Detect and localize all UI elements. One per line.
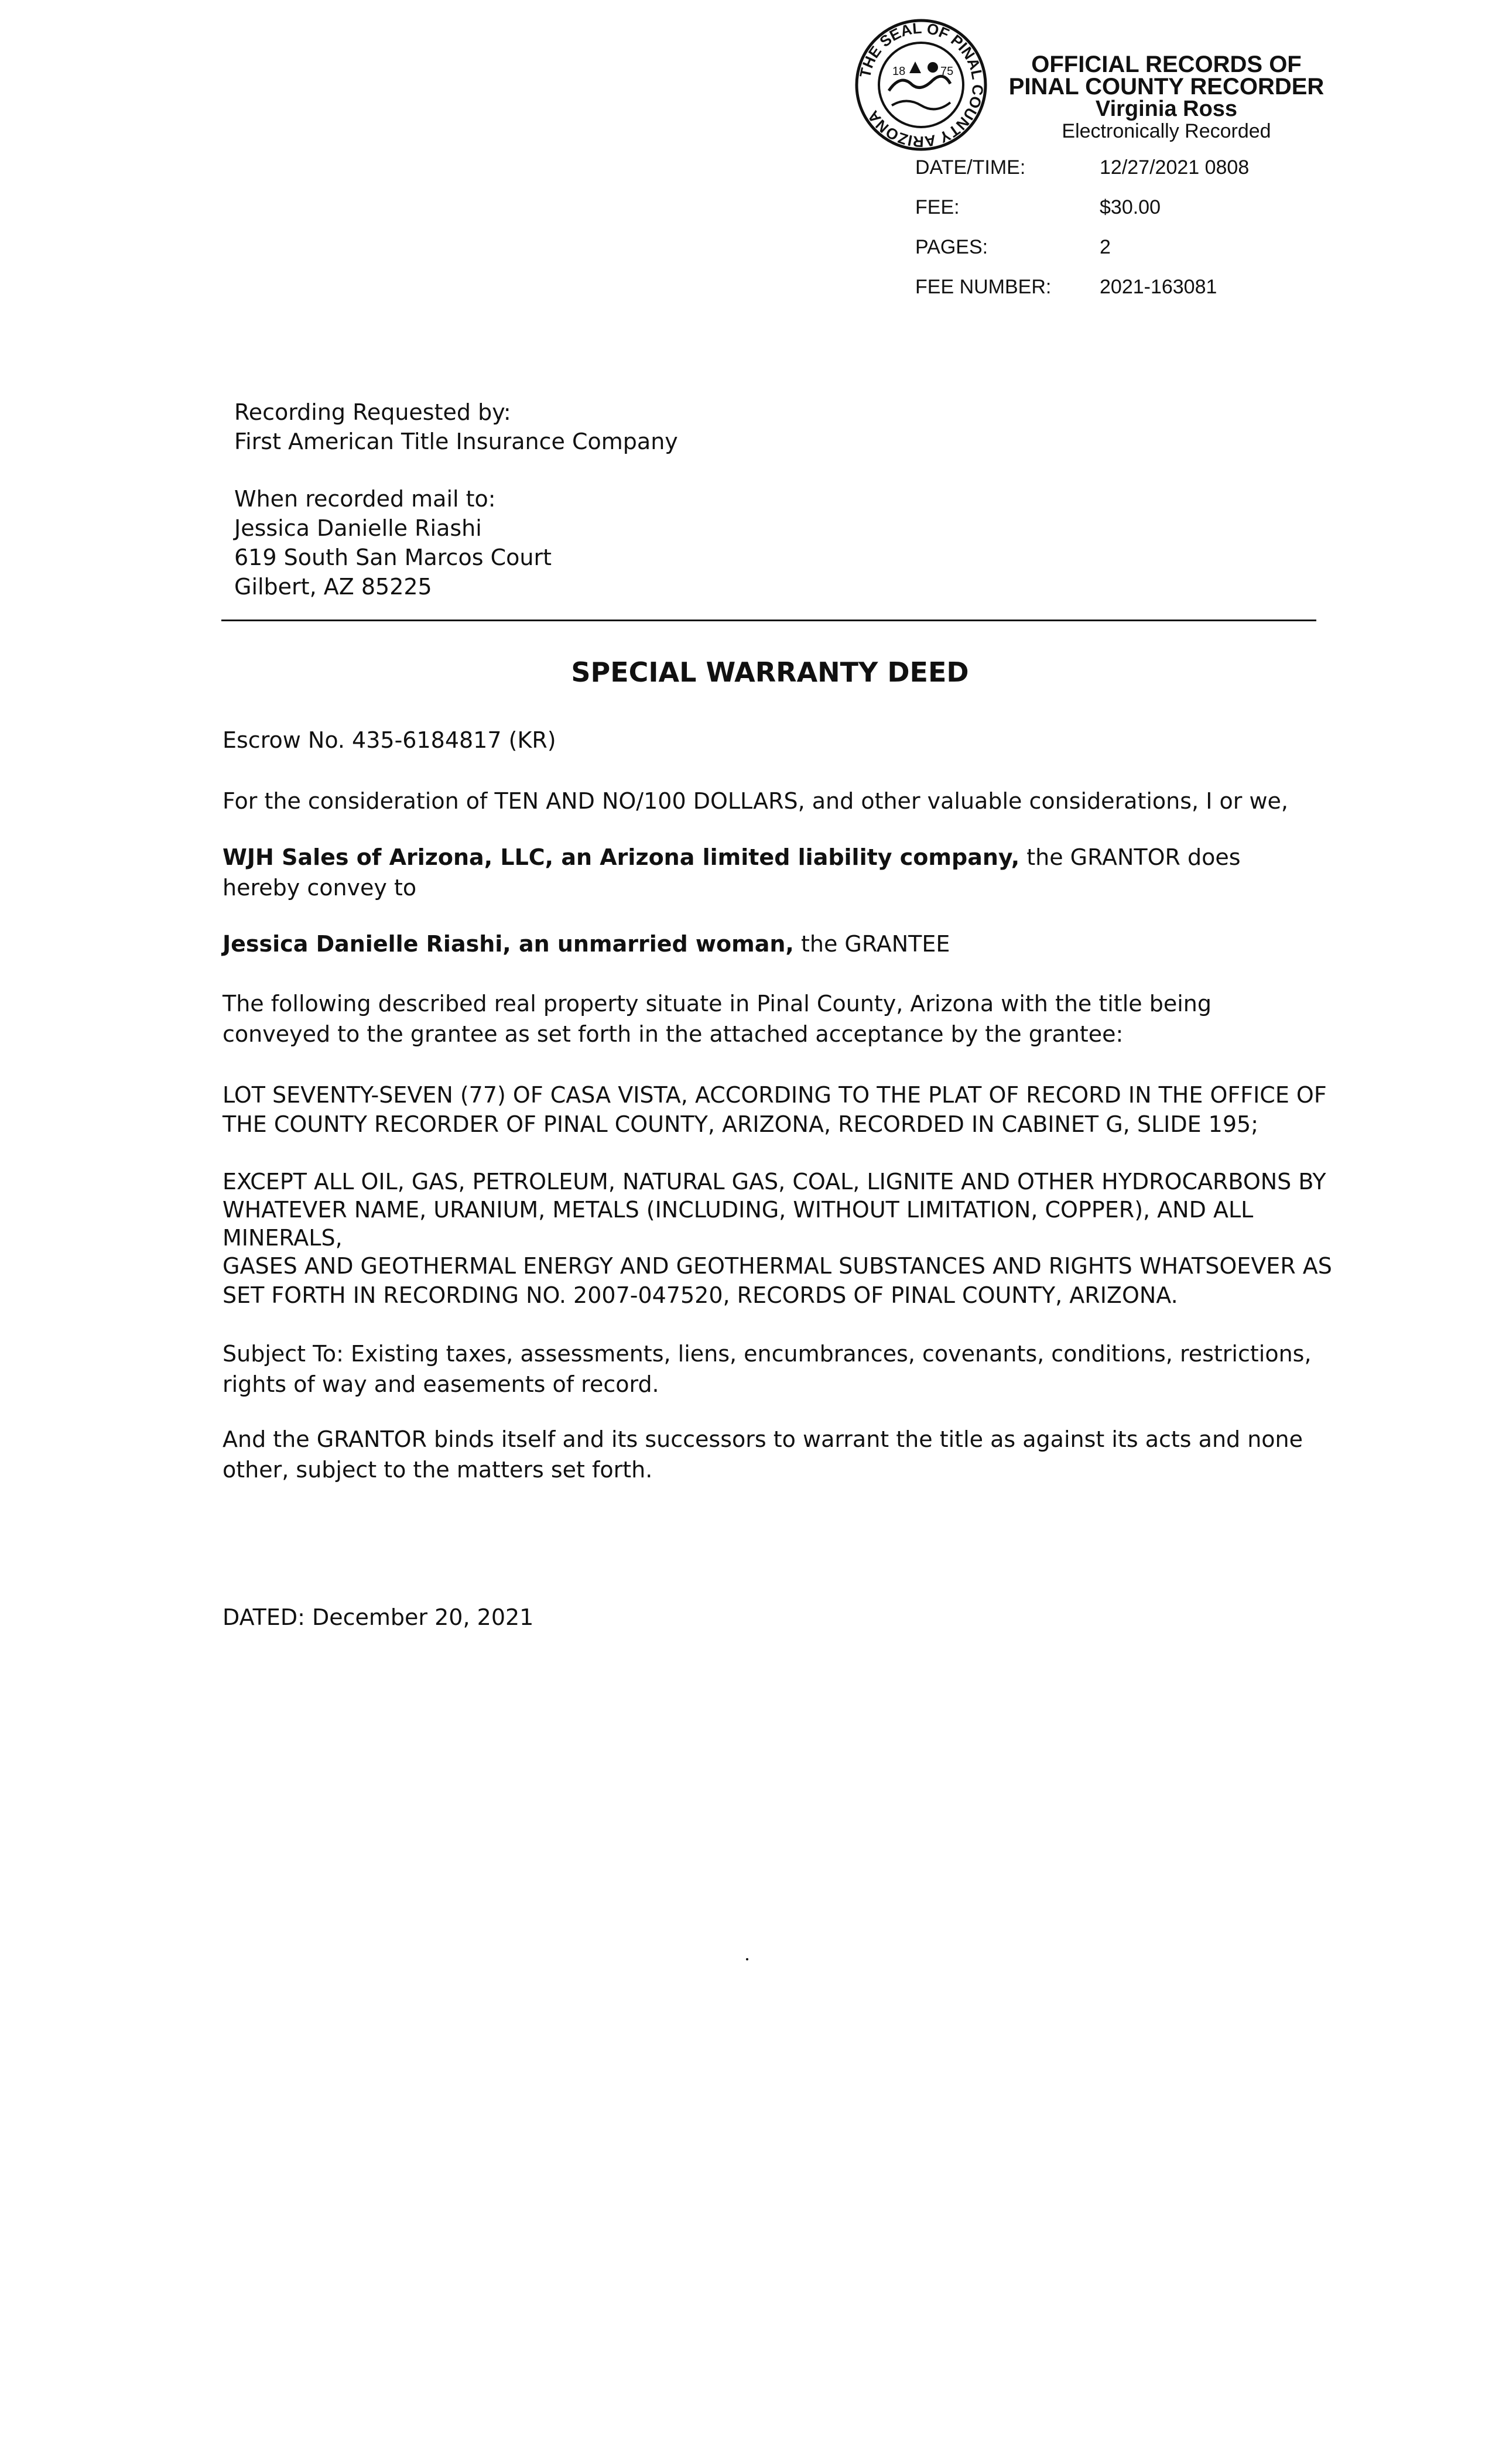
property-intro-paragraph: The following described real property situate in Pinal County, Arizona with the title being conveyed to the grantee as set forth in the attached acceptance by the grantee: [223, 991, 1212, 1047]
datetime-value: 12/27/2021 0808 [1100, 156, 1250, 179]
svg-text:75: 75 [940, 65, 954, 78]
svg-text:THE SEAL OF PINAL COUNTY ARIZO: THE SEAL OF PINAL COUNTY ARIZONA [855, 19, 987, 151]
legal-description-line2: THE COUNTY RECORDER OF PINAL COUNTY, ARIZONA, RECORDED IN CABINET G, SLIDE 195; [223, 1111, 1259, 1137]
recorder-name: Virginia Ross [1095, 97, 1238, 121]
requesting-company: First American Title Insurance Company [234, 429, 678, 454]
pages-value: 2 [1100, 236, 1111, 258]
pages-label: PAGES: [915, 236, 988, 258]
grantor-paragraph [223, 842, 1317, 903]
mail-to-label: When recorded mail to: [234, 486, 496, 512]
recorder-title-line2: PINAL COUNTY RECORDER [1008, 74, 1325, 100]
stray-mark [746, 1958, 748, 1960]
fee-value: $30.00 [1100, 196, 1161, 218]
grantor-name: WJH Sales of Arizona, LLC, an Arizona limited liability company, [223, 844, 1020, 870]
fee-number-label: FEE NUMBER: [915, 276, 1052, 298]
grantor-clause: the GRANTOR does hereby convey to [223, 844, 1241, 901]
grantee-name: Jessica Danielle Riashi, an unmarried woman, [223, 931, 794, 957]
exception-line2: WHATEVER NAME, URANIUM, METALS (INCLUDING, WITHOUT LIMITATION, COPPER), AND ALL [223, 1197, 1254, 1223]
divider [221, 620, 1316, 621]
recorder-title-line1: OFFICIAL RECORDS OF [1031, 52, 1302, 77]
datetime-label: DATE/TIME: [915, 156, 1026, 179]
grantee-paragraph [223, 929, 950, 959]
warranty-paragraph: And the GRANTOR binds itself and its successors to warrant the title as against its acts and none other, subject to the matters set forth. [223, 1426, 1303, 1483]
deed-title: SPECIAL WARRANTY DEED [571, 656, 969, 688]
mail-to-city: Gilbert, AZ 85225 [234, 574, 432, 600]
fee-label: FEE: [915, 196, 960, 218]
mail-to-street: 619 South San Marcos Court [234, 545, 552, 570]
legal-description-line1: LOT SEVENTY-SEVEN (77) OF CASA VISTA, ACCORDING TO THE PLAT OF RECORD IN THE OFFICE OF [223, 1082, 1327, 1108]
exception-line3: MINERALS, [223, 1225, 343, 1251]
subject-to-paragraph: Subject To: Existing taxes, assessments, liens, encumbrances, covenants, conditions, restrictions, rights of way and easements of record. [223, 1341, 1312, 1397]
exception-line5: SET FORTH IN RECORDING NO. 2007-047520, RECORDS OF PINAL COUNTY, ARIZONA. [223, 1282, 1178, 1308]
exception-line1: EXCEPT ALL OIL, GAS, PETROLEUM, NATURAL GAS, COAL, LIGNITE AND OTHER HYDROCARBONS BY [223, 1169, 1326, 1195]
escrow-number: Escrow No. 435-6184817 (KR) [223, 727, 556, 753]
mail-to-name: Jessica Danielle Riashi [234, 515, 482, 541]
county-seal-icon [854, 18, 988, 152]
grantee-clause: the GRANTEE [793, 931, 950, 957]
recording-requested-label: Recording Requested by: [234, 399, 511, 425]
fee-number-value: 2021-163081 [1100, 276, 1217, 298]
svg-text:18: 18 [892, 65, 906, 78]
exception-line4: GASES AND GEOTHERMAL ENERGY AND GEOTHERMAL SUBSTANCES AND RIGHTS WHATSOEVER AS [223, 1253, 1332, 1279]
consideration-paragraph: For the consideration of TEN AND NO/100 DOLLARS, and other valuable considerations, I or we, [223, 788, 1288, 814]
dated-line: DATED: December 20, 2021 [223, 1604, 534, 1630]
recording-method: Electronically Recorded [1062, 120, 1271, 142]
